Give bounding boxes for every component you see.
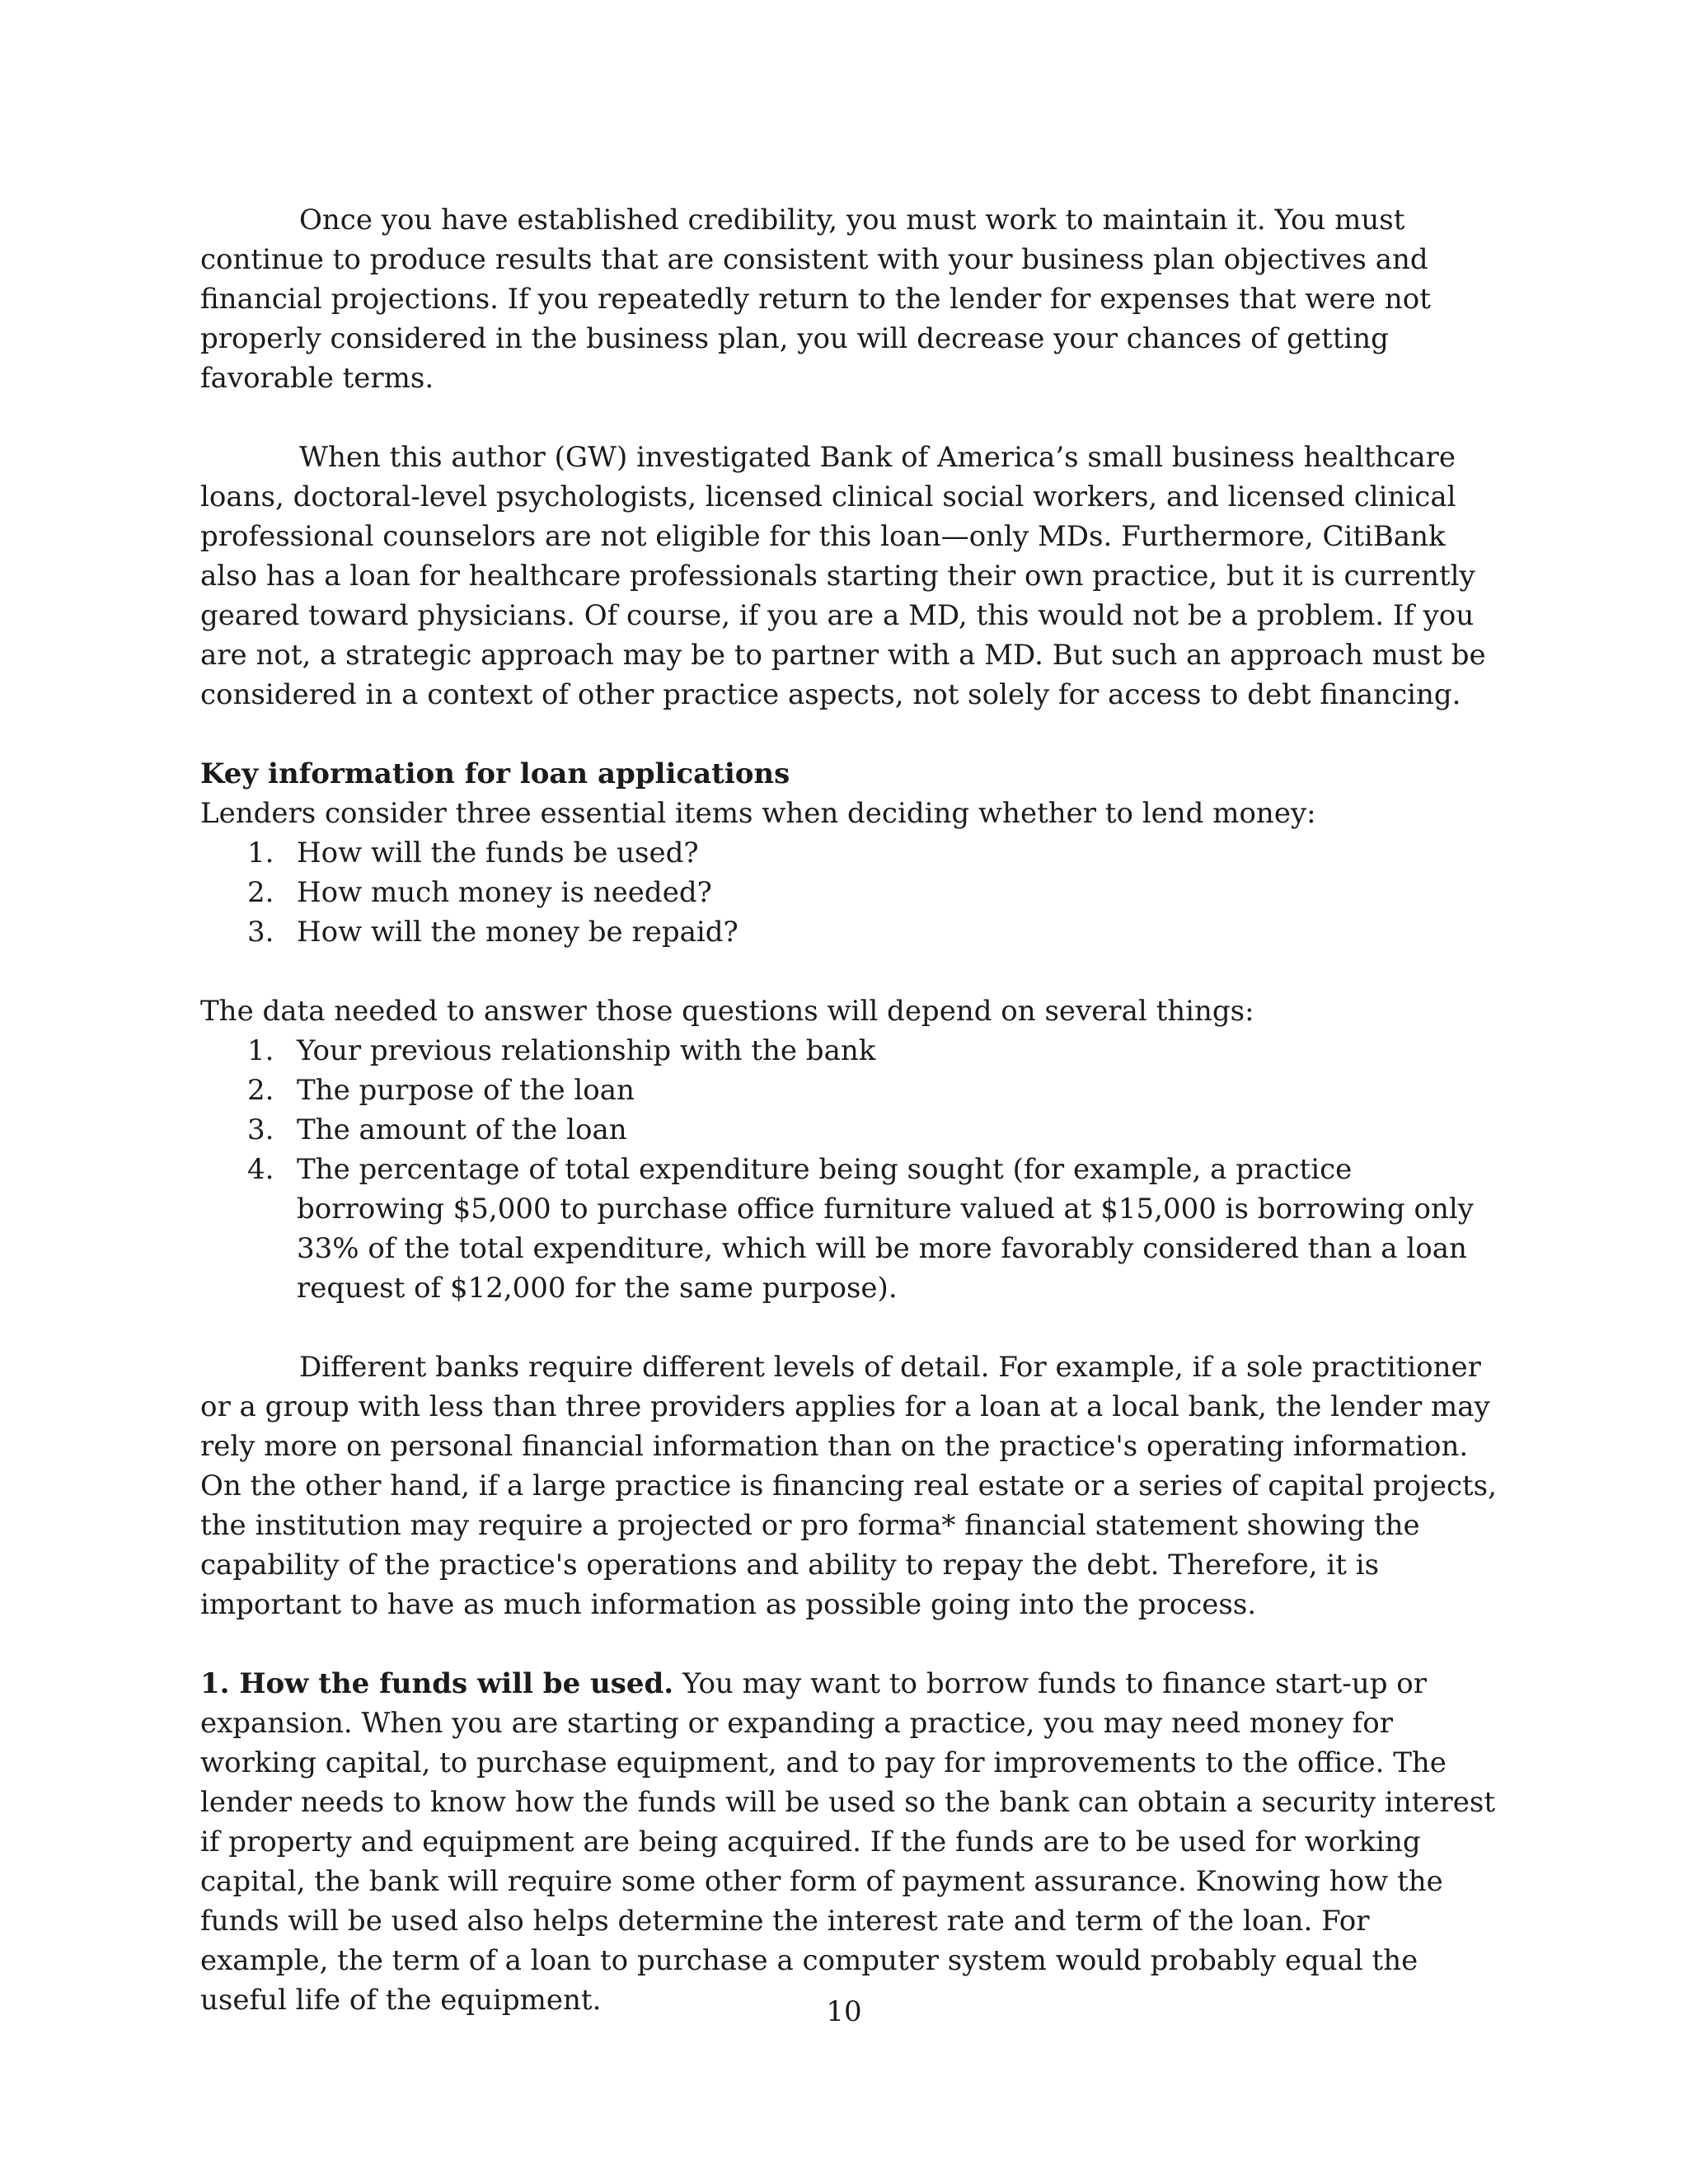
paragraph-gap [200, 1308, 1503, 1347]
list-item [200, 1110, 1503, 1150]
paragraph-gap [200, 398, 1503, 438]
list-number: 2. [247, 876, 274, 909]
list-number: 1. [247, 1034, 274, 1067]
list-item-text: The percentage of total expenditure being sought (for example, a practice borrowing $5,000 to purchase office furniture valued at $15,000 is borrowing only 33% of the total expenditure, which will be more favorably considered than a loan request of $12,000 for the same purpose). [297, 1153, 1474, 1305]
list-item-text: The purpose of the loan [297, 1074, 635, 1107]
list-item [200, 873, 1503, 912]
paragraph-gap [200, 1624, 1503, 1664]
list-item [200, 912, 1503, 952]
funds-body-text: You may want to borrow funds to finance start-up or expansion. When you are starting or expanding a practice, you may need money for working capital, to purchase equipment, and to pay for improvements to the office. The lender needs to know how the funds will be used so the bank can obtain a security interest if property and equipment are being acquired. If the funds are to be used for working capital, the bank will require some other form of payment assurance. Knowing how the funds will be used also helps determine the interest rate and term of the loan. For example, the term of a loan to purchase a computer system would probably equal the useful life of the equipment. [200, 1667, 1496, 2017]
section-intro: Lenders consider three essential items when deciding whether to lend money: [200, 797, 1316, 830]
list-number: 1. [247, 837, 274, 869]
paragraph-credibility: Once you have established credibility, you must work to maintain it. You must continue to produce results that are consistent with your business plan objectives and financial projections. If you repeatedly return to the lender for expenses that were not properly considered in the business plan, you will decrease your chances of getting favorable terms. [200, 204, 1431, 395]
paragraph-funds-use [200, 1664, 1503, 2020]
list-item [200, 833, 1503, 873]
list-item-text: How will the money be repaid? [297, 916, 738, 949]
list-item-text: The amount of the loan [297, 1113, 627, 1146]
list-item [200, 1031, 1503, 1071]
section-heading: Key information for loan applications [200, 757, 790, 790]
list-number: 4. [247, 1153, 274, 1186]
list-number: 3. [247, 916, 274, 949]
essential-items-list [200, 833, 1503, 952]
list-item-text: Your previous relationship with the bank [297, 1034, 876, 1067]
document-page [200, 200, 1503, 2020]
page-number: 10 [826, 1995, 862, 2028]
paragraph-bank-eligibility: When this author (GW) investigated Bank of America’s small business healthcare loans, doctoral-level psychologists, licensed clinical social workers, and licensed clinical professional counselors are not eligible for this loan—only MDs. Furthermore, CitiBank also has a loan for healthcare professionals starting their own practice, but it is currently geared toward physicians. Of course, if you are a MD, this would not be a problem. If you are not, a strategic approach may be to partner with a MD. But such an approach must be considered in a context of other practice aspects, not solely for access to debt financing. [200, 441, 1486, 711]
list-number: 3. [247, 1113, 274, 1146]
data-factors-list [200, 1031, 1503, 1308]
list-item [200, 1150, 1503, 1308]
paragraph-gap [200, 952, 1503, 991]
paragraph-bank-detail: Different banks require different levels of detail. For example, if a sole practitioner or a group with less than three providers applies for a loan at a local bank, the lender may rely more on personal financial information than on the practice's operating information. On the other hand, if a large practice is financing real estate or a series of capital projects, the institution may require a projected or pro forma* financial statement showing the capability of the practice's operations and ability to repay the debt. Therefore, it is important to have as much information as possible going into the process. [200, 1351, 1497, 1621]
funds-lead-heading: 1. How the funds will be used. [200, 1667, 674, 1700]
data-intro: The data needed to answer those questions will depend on several things: [200, 995, 1254, 1028]
list-item [200, 1071, 1503, 1110]
paragraph-gap [200, 715, 1503, 754]
list-item-text: How much money is needed? [297, 876, 712, 909]
list-number: 2. [247, 1074, 274, 1107]
list-item-text: How will the funds be used? [297, 837, 699, 869]
